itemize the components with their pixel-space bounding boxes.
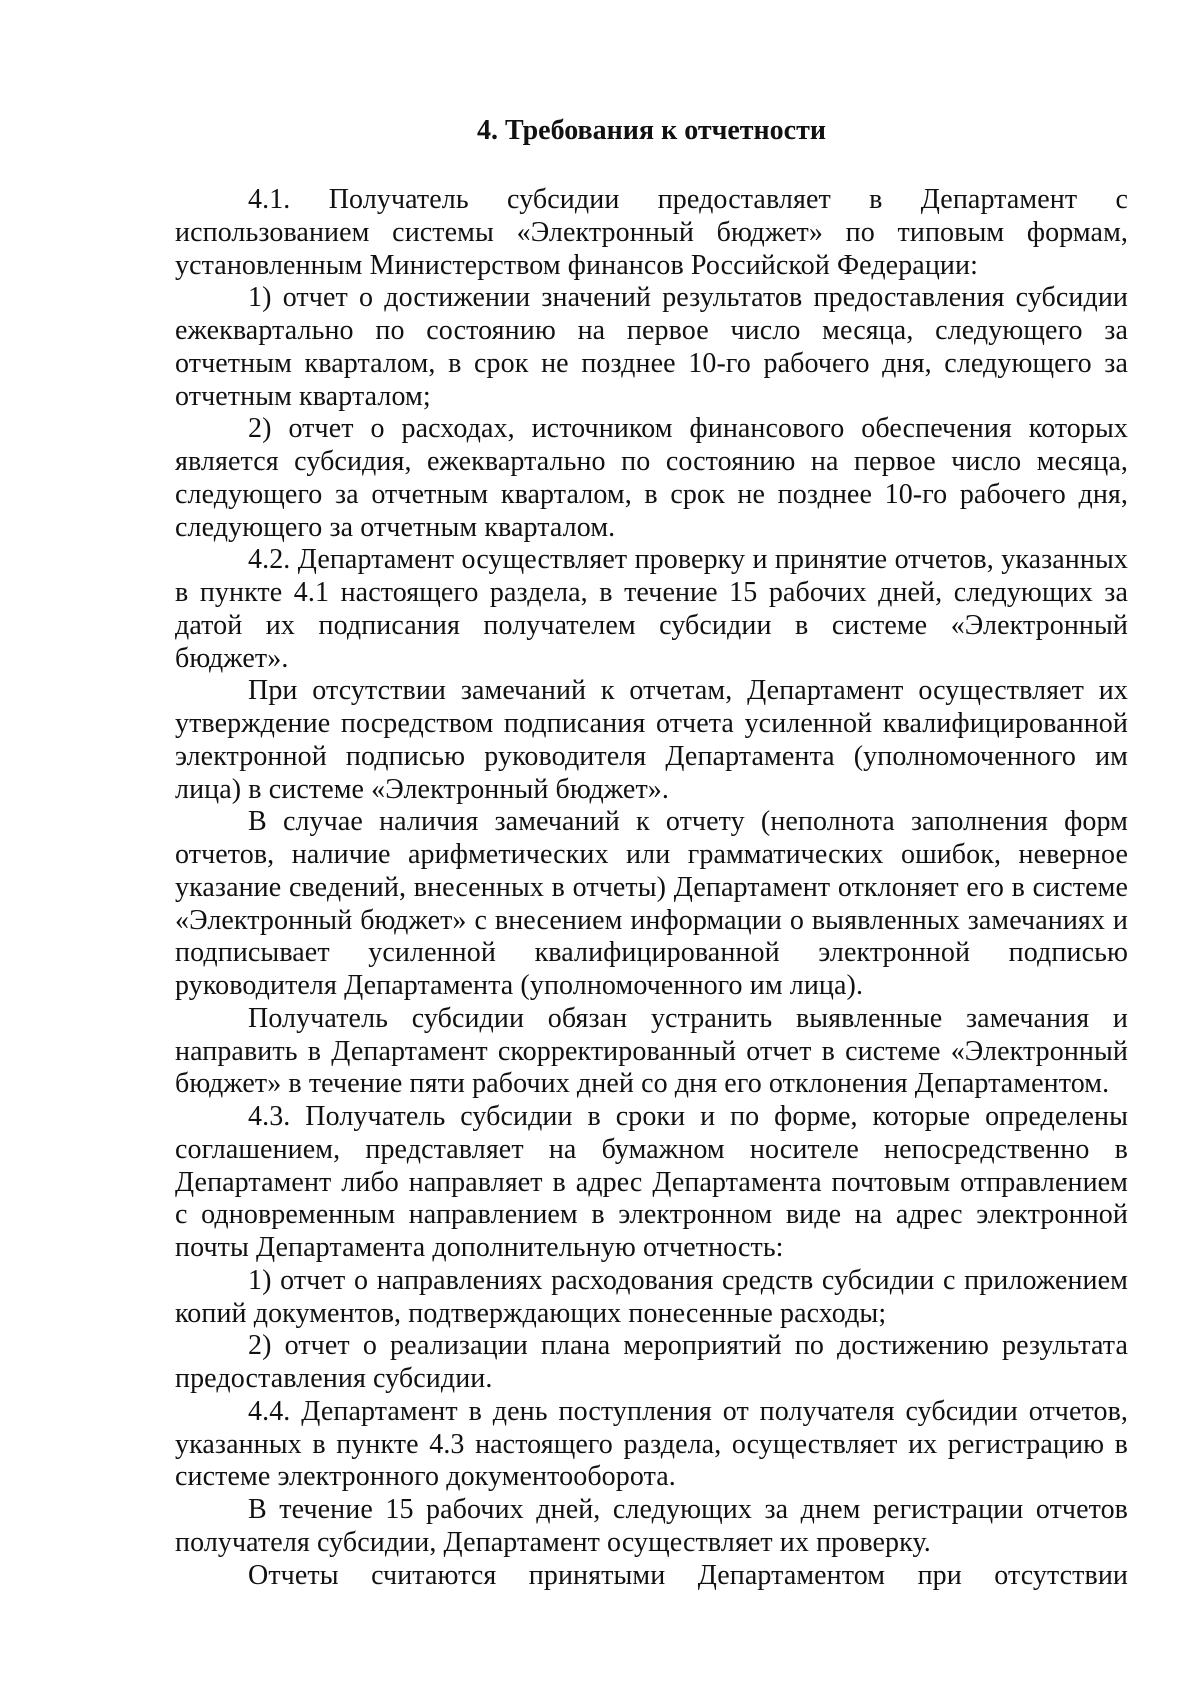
paragraph-4-3-item-1: 1) отчет о направлениях расходования средств субсидии с приложением копий документов, подтверждающих понесенные расходы; xyxy=(175,1264,1128,1329)
paragraph-4-4: 4.4. Департамент в день поступления от получателя субсидии отчетов, указанных в пункте 4.3 настоящего раздела, осуществляет их регистрацию в системе электронного документооборота. xyxy=(175,1395,1128,1493)
section-title: 4. Требования к отчетности xyxy=(476,115,826,146)
paragraph-4-1-item-1: 1) отчет о достижении значений результатов предоставления субсидии ежеквартально по состоянию на первое число месяца, следующего за отчетным кварталом, в срок не позднее 10-го рабочего дня, следующего за отчетным кварталом; xyxy=(175,282,1128,412)
paragraph-4-3-item-2: 2) отчет о реализации плана мероприятий по достижению результата предоставления субсидии. xyxy=(175,1330,1128,1394)
paragraph-4-3: 4.3. Получатель субсидии в сроки и по форме, которые определены соглашением, представляет на бумажном носителе непосредственно в Департамент либо направляет в адрес Департамента почтовым отправлением с одновременным направлением в электронном виде на адрес электронной почты Департамента дополнительную отчетность: xyxy=(175,1101,1128,1263)
paragraph-corrections: Получатель субсидии обязан устранить выявленные замечания и направить в Департамент скорректированный отчет в системе «Электронный бюджет» в течение пяти рабочих дней со дня его отклонения Департаментом. xyxy=(175,1002,1128,1100)
paragraph-4-1-item-2: 2) отчет о расходах, источником финансового обеспечения которых является субсидия, ежеквартально по состоянию на первое число месяца, следующего за отчетным кварталом, в срок не позднее 10-го рабочего дня, следующего за отчетным кварталом. xyxy=(175,413,1128,543)
paragraph-acceptance: Отчеты считаются принятыми Департаментом при отсутствии xyxy=(248,1559,1128,1591)
paragraph-4-2: 4.2. Департамент осуществляет проверку и принятие отчетов, указанных в пункте 4.1 настоящего раздела, в течение 15 рабочих дней, следующих за датой их подписания получателем субсидии в системе «Электронный бюджет». xyxy=(175,544,1128,674)
paragraph-no-remarks: При отсутствии замечаний к отчетам, Департамент осуществляет их утверждение посредством подписания отчета усиленной квалифицированной электронной подписью руководителя Департамента (уполномоченного им лица) в системе «Электронный бюджет». xyxy=(175,675,1128,805)
paragraph-remarks: В случае наличия замечаний к отчету (неполнота заполнения форм отчетов, наличие арифметических или грамматических ошибок, неверное указание сведений, внесенных в отчеты) Департамент отклоняет его в системе «Электронный бюджет» с внесением информации о выявленных замечаниях и подписывает усиленной квалифицированной электронной подписью руководителя Департамента (уполномоченного им лица). xyxy=(175,806,1128,1001)
paragraph-review-period: В течение 15 рабочих дней, следующих за днем регистрации отчетов получателя субсидии, Департамент осуществляет их проверку. xyxy=(175,1494,1128,1558)
document-body xyxy=(175,184,1128,1592)
paragraph-4-1: 4.1. Получатель субсидии предоставляет в Департамент с использованием системы «Электронный бюджет» по типовым формам, установленным Министерством финансов Российской Федерации: xyxy=(175,184,1128,281)
